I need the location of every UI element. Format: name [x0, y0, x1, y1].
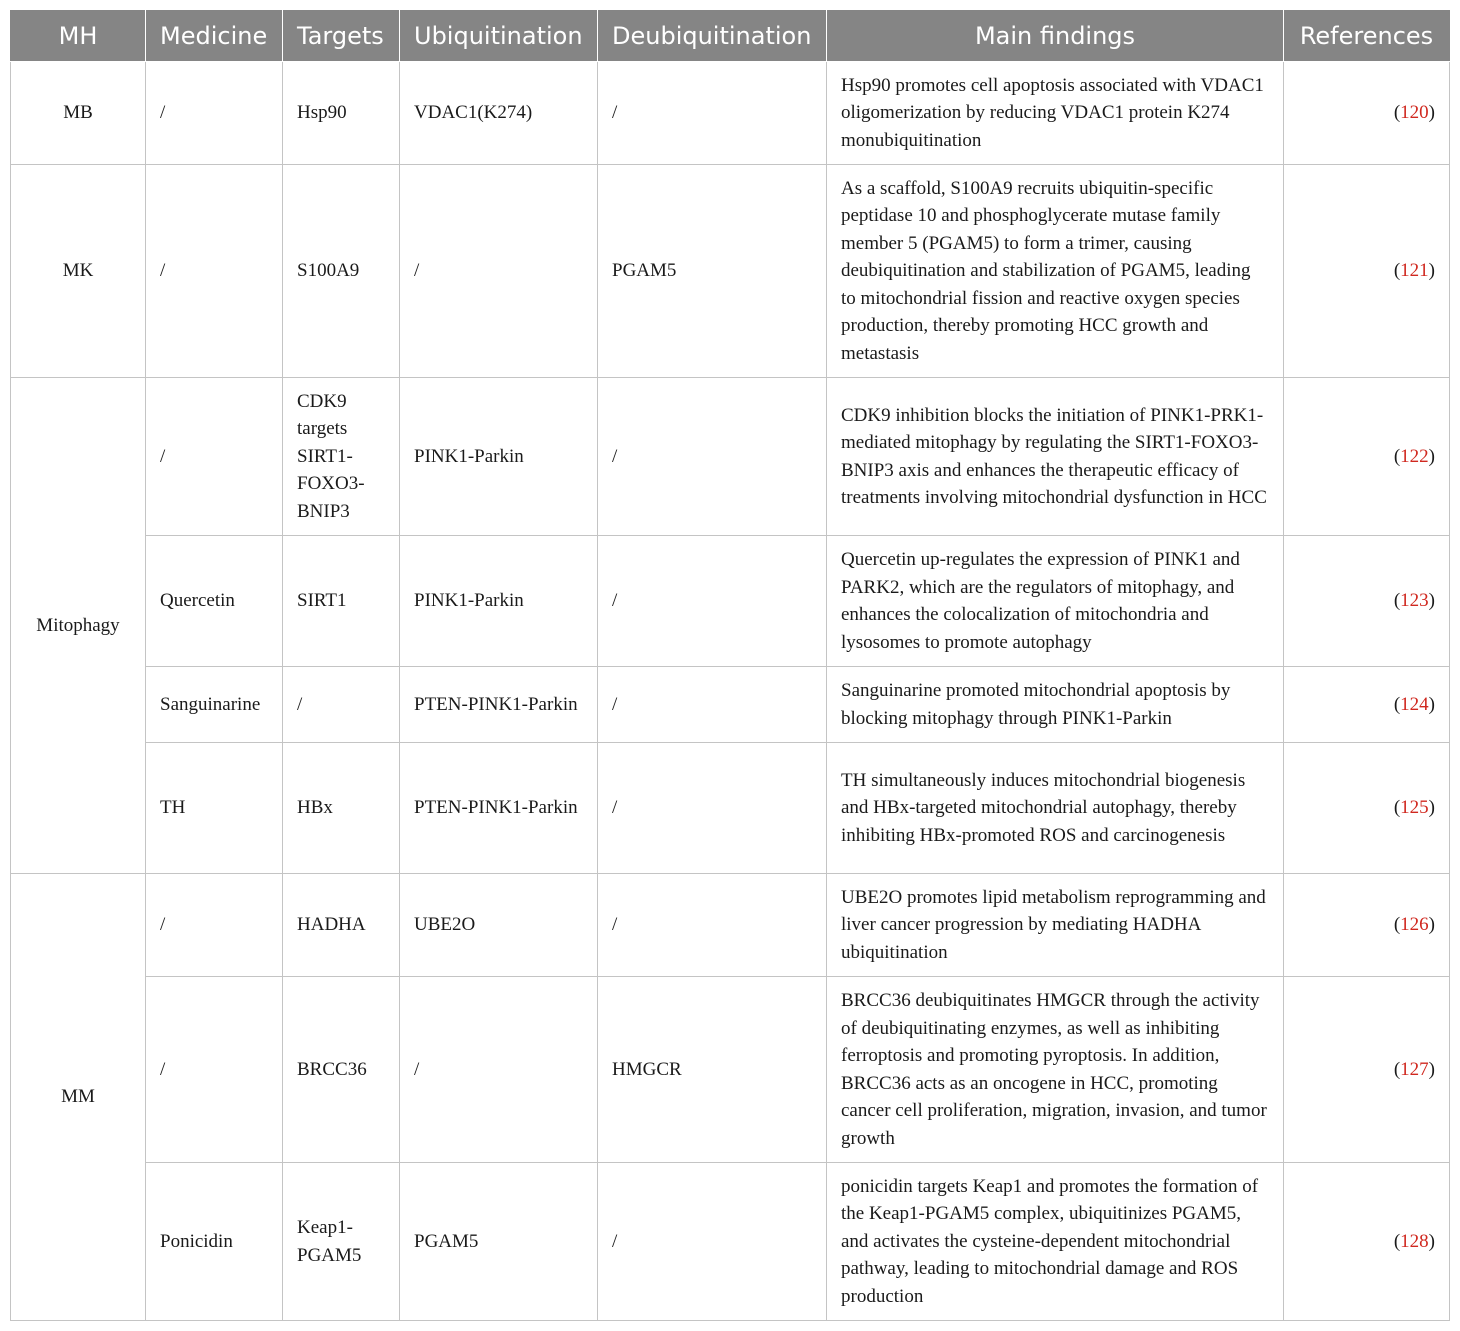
reference-link[interactable]: 122	[1400, 445, 1429, 467]
medicine-cell: /	[146, 62, 283, 165]
mh-cell: Mitophagy	[11, 378, 146, 874]
findings-cell: TH simultaneously induces mitochondrial biogenesis and HBx-targeted mitochondrial autophagy, thereby inhibiting HBx-promoted ROS and carcinogenesis	[827, 743, 1284, 874]
ubiquitination-cell: PGAM5	[400, 1163, 598, 1321]
findings-cell: Quercetin up-regulates the expression of PINK1 and PARK2, which are the regulators of mitophagy, and enhances the colocalization of mitochondria and lysosomes to promote autophagy	[827, 536, 1284, 667]
targets-cell: HADHA	[283, 874, 400, 977]
findings-cell: BRCC36 deubiquitinates HMGCR through the activity of deubiquitinating enzymes, as well as inhibiting ferroptosis and promoting pyroptosis. In addition, BRCC36 acts as an oncogene in HCC, promoting cancer cell proliferation, migration, invasion, and tumor growth	[827, 977, 1284, 1163]
reference-cell: (127)	[1284, 977, 1450, 1163]
deubiquitination-cell: /	[598, 536, 827, 667]
medicine-cell: /	[146, 165, 283, 378]
reference-link[interactable]: 121	[1400, 260, 1429, 282]
table-row	[11, 743, 1450, 874]
header-row	[11, 10, 1450, 62]
mh-cell: MM	[11, 874, 146, 1321]
medicine-cell: TH	[146, 743, 283, 874]
ubiquitination-cell: UBE2O	[400, 874, 598, 977]
targets-cell: SIRT1	[283, 536, 400, 667]
medicine-cell: /	[146, 874, 283, 977]
targets-cell: BRCC36	[283, 977, 400, 1163]
header-deubiquitination: Deubiquitination	[598, 10, 827, 62]
header-medicine: Medicine	[146, 10, 283, 62]
reference-link[interactable]: 123	[1400, 590, 1429, 612]
ubiquitination-cell: PINK1-Parkin	[400, 536, 598, 667]
findings-cell: CDK9 inhibition blocks the initiation of PINK1-PRK1-mediated mitophagy by regulating the SIRT1-FOXO3-BNIP3 axis and enhances the therapeutic efficacy of treatments involving mitochondrial dysfunction in HCC	[827, 378, 1284, 536]
ubiquitination-cell: PTEN-PINK1-Parkin	[400, 667, 598, 743]
table-row	[11, 1163, 1450, 1321]
reference-link[interactable]: 124	[1400, 693, 1429, 715]
reference-link[interactable]: 120	[1400, 102, 1429, 124]
data-table	[10, 10, 1450, 1321]
ubiquitination-cell: /	[400, 977, 598, 1163]
findings-cell: ponicidin targets Keap1 and promotes the formation of the Keap1-PGAM5 complex, ubiquitinizes PGAM5, and activates the cysteine-dependent mitochondrial pathway, leading to mitochondrial damage and ROS production	[827, 1163, 1284, 1321]
deubiquitination-cell: /	[598, 667, 827, 743]
ubiquitination-cell: PTEN-PINK1-Parkin	[400, 743, 598, 874]
header-main-findings: Main findings	[827, 10, 1284, 62]
ubiquitination-cell: PINK1-Parkin	[400, 378, 598, 536]
table-row	[11, 378, 1450, 536]
reference-link[interactable]: 126	[1400, 914, 1429, 936]
targets-cell: HBx	[283, 743, 400, 874]
table-container	[10, 10, 1450, 1321]
reference-cell: (120)	[1284, 62, 1450, 165]
mh-cell: MK	[11, 165, 146, 378]
deubiquitination-cell: HMGCR	[598, 977, 827, 1163]
medicine-cell: /	[146, 378, 283, 536]
reference-cell: (125)	[1284, 743, 1450, 874]
targets-cell: S100A9	[283, 165, 400, 378]
reference-link[interactable]: 125	[1400, 797, 1429, 819]
reference-link[interactable]: 127	[1400, 1058, 1429, 1080]
medicine-cell: /	[146, 977, 283, 1163]
reference-cell: (124)	[1284, 667, 1450, 743]
header-targets: Targets	[283, 10, 400, 62]
findings-cell: Sanguinarine promoted mitochondrial apoptosis by blocking mitophagy through PINK1-Parkin	[827, 667, 1284, 743]
targets-cell: Hsp90	[283, 62, 400, 165]
deubiquitination-cell: /	[598, 1163, 827, 1321]
ubiquitination-cell: /	[400, 165, 598, 378]
header-ubiquitination: Ubiquitination	[400, 10, 598, 62]
targets-cell: Keap1-PGAM5	[283, 1163, 400, 1321]
ubiquitination-cell: VDAC1(K274)	[400, 62, 598, 165]
targets-cell: CDK9 targets SIRT1-FOXO3-BNIP3	[283, 378, 400, 536]
findings-cell: Hsp90 promotes cell apoptosis associated with VDAC1 oligomerization by reducing VDAC1 protein K274 monubiquitination	[827, 62, 1284, 165]
findings-cell: UBE2O promotes lipid metabolism reprogramming and liver cancer progression by mediating HADHA ubiquitination	[827, 874, 1284, 977]
medicine-cell: Ponicidin	[146, 1163, 283, 1321]
medicine-cell: Sanguinarine	[146, 667, 283, 743]
reference-cell: (123)	[1284, 536, 1450, 667]
deubiquitination-cell: PGAM5	[598, 165, 827, 378]
deubiquitination-cell: /	[598, 743, 827, 874]
targets-cell: /	[283, 667, 400, 743]
table-row	[11, 536, 1450, 667]
header-references: References	[1284, 10, 1450, 62]
mh-cell: MB	[11, 62, 146, 165]
deubiquitination-cell: /	[598, 874, 827, 977]
reference-cell: (126)	[1284, 874, 1450, 977]
table-row	[11, 165, 1450, 378]
table-row	[11, 62, 1450, 165]
reference-link[interactable]: 128	[1400, 1230, 1429, 1252]
table-row	[11, 874, 1450, 977]
header-mh: MH	[11, 10, 146, 62]
reference-cell: (122)	[1284, 378, 1450, 536]
deubiquitination-cell: /	[598, 62, 827, 165]
medicine-cell: Quercetin	[146, 536, 283, 667]
reference-cell: (128)	[1284, 1163, 1450, 1321]
table-row	[11, 977, 1450, 1163]
deubiquitination-cell: /	[598, 378, 827, 536]
table-row	[11, 667, 1450, 743]
reference-cell: (121)	[1284, 165, 1450, 378]
findings-cell: As a scaffold, S100A9 recruits ubiquitin-specific peptidase 10 and phosphoglycerate mutase family member 5 (PGAM5) to form a trimer, causing deubiquitination and stabilization of PGAM5, leading to mitochondrial fission and reactive oxygen species production, thereby promoting HCC growth and metastasis	[827, 165, 1284, 378]
